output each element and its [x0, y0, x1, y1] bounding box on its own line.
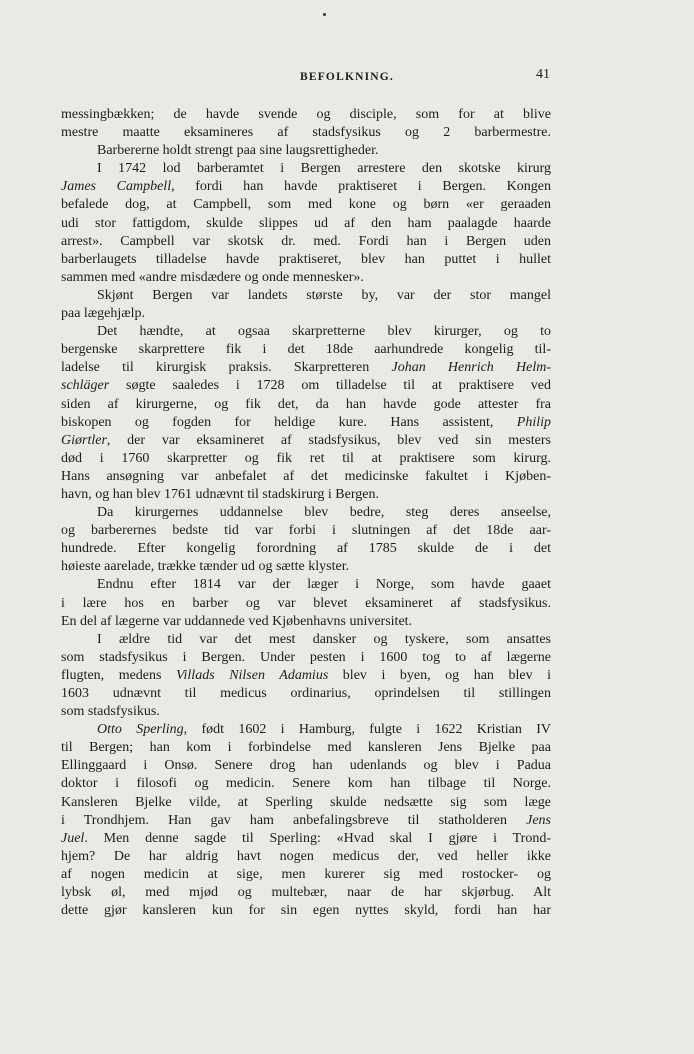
text-segment: , født 1602 i Hamburg, fulgte i 1622 Kristian IV [183, 722, 551, 738]
text-line [61, 884, 551, 902]
text-line [61, 685, 551, 703]
body-text [61, 106, 551, 920]
text-line [61, 341, 551, 359]
text-segment: Kansleren Bjelke vilde, at Sperling skulde nedsætte sig som læge [61, 794, 551, 810]
italic-name: Philip [516, 414, 551, 430]
text-segment: Det hændte, at ogsaa skarpretterne blev kirurger, og to [97, 324, 551, 340]
text-line [61, 703, 551, 721]
text-line [61, 124, 551, 142]
text-segment: messingbækken; de havde svende og disciple, som for at blive [61, 107, 551, 122]
text-segment: som stadsfysikus i Bergen. Under pesten i 1600 tog to af lægerne [61, 649, 551, 665]
text-line [61, 396, 551, 414]
text-segment: I ældre tid var det mest dansker og tyskere, som ansattes [97, 631, 551, 647]
text-line [61, 775, 551, 793]
text-segment: , der var eksamineret af stadsfysikus, blev ved sin mesters [106, 432, 551, 448]
text-segment: og barberernes bedste tid var forbi i slutningen af det 18de aar- [61, 523, 551, 539]
text-segment: 1603 udnævnt til medicus ordinarius, oprindelsen til stillingen [61, 686, 551, 701]
text-segment: . Men denne sagde til Sperling: «Hvad skal I gjøre i Trond- [84, 830, 551, 846]
text-line [61, 739, 551, 757]
italic-name: Otto Sperling [97, 722, 184, 738]
text-segment: søgte saaledes i 1728 om tilladelse til at praktisere ved [109, 378, 551, 394]
text-line [61, 359, 551, 377]
text-line [61, 160, 551, 178]
italic-name: schläger [61, 378, 110, 394]
text-segment: Barbererne holdt strengt paa sine laugsrettigheder. [97, 143, 379, 159]
text-line [61, 323, 551, 341]
running-header: BEFOLKNING. [299, 71, 395, 83]
text-segment: sammen med «andre misdædere og onde mennesker». [61, 269, 364, 285]
italic-name: Giørtler [61, 432, 107, 448]
italic-name: Jens [526, 812, 551, 828]
text-segment: blev i byen, og han blev i [328, 667, 551, 683]
text-segment: Hans ansøgning var anbefalet af det medicinske fakultet i Kjøben- [61, 468, 551, 484]
text-line [61, 522, 551, 540]
text-line [61, 178, 551, 196]
text-line [61, 142, 551, 160]
text-segment: siden af kirurgerne, og fik det, da han havde gode attester fra [61, 396, 551, 412]
text-line [61, 233, 551, 251]
text-segment: Da kirurgernes uddannelse blev bedre, steg deres anseelse, [97, 505, 551, 521]
page-number: 41 [536, 67, 550, 82]
text-line [61, 287, 551, 305]
text-line [61, 504, 551, 522]
text-line [61, 613, 551, 631]
text-segment: befalede dog, at Campbell, som med kone og børn «er geraaden [61, 197, 551, 213]
text-line [61, 269, 551, 287]
text-segment: lybsk øl, med mjød og multebær, naar de har skjørbug. Alt [61, 885, 551, 901]
text-segment: ladelse til kirurgisk praksis. Skarpretteren [61, 360, 392, 376]
text-segment: af nogen medicin at sige, men kurerer sig med rostocker- og [61, 866, 551, 882]
text-segment: som stadsfysikus. [61, 704, 160, 720]
text-segment: i Trondhjem. Han gav ham anbefalingsbreve til statholderen [61, 812, 527, 828]
text-segment: mestre maatte eksamineres af stadsfysikus og 2 barbermestre. [61, 125, 551, 141]
text-line [61, 196, 551, 214]
text-line [61, 106, 551, 124]
text-segment: Skjønt Bergen var landets største by, var der stor mangel [97, 287, 551, 303]
text-segment: barberlaugets tilladelse havde praktiseret, blev han puttet i hullet [61, 251, 551, 267]
italic-name: Johan Henrich Helm- [391, 360, 552, 376]
text-segment: arrest». Campbell var skotsk dr. med. Fordi han i Bergen uden [61, 233, 551, 249]
text-segment: flugten, medens [61, 667, 177, 683]
text-line [61, 450, 551, 468]
text-segment: Ellinggaard i Onsø. Senere drog han udenlands og blev i Padua [61, 758, 551, 774]
text-line [61, 215, 551, 233]
text-line [61, 721, 551, 739]
text-segment: paa lægehjælp. [61, 306, 145, 322]
text-line [61, 667, 551, 685]
text-line [61, 830, 551, 848]
text-segment: biskopen og fogden for heldige kure. Hans assistent, [61, 414, 517, 430]
text-line [61, 468, 551, 486]
text-line [61, 486, 551, 504]
text-line [61, 631, 551, 649]
text-line [61, 649, 551, 667]
text-line [61, 540, 551, 558]
text-segment: høieste aarelade, trække tænder ud og sætte klyster. [61, 559, 350, 575]
text-segment: I 1742 lod barberamtet i Bergen arrestere den skotske kirurg [97, 161, 551, 177]
print-speck [323, 13, 326, 16]
text-line [61, 414, 551, 432]
text-line [61, 558, 551, 576]
text-segment: havn, og han blev 1761 udnævnt til stadskirurg i Bergen. [61, 486, 379, 502]
text-line [61, 757, 551, 775]
italic-name: Juel [61, 830, 85, 846]
text-line [61, 377, 551, 395]
text-segment: Endnu efter 1814 var der læger i Norge, som havde gaaet [97, 577, 551, 593]
text-line [61, 866, 551, 884]
italic-name: Villads Nilsen Adamius [176, 667, 329, 683]
text-line [61, 794, 551, 812]
text-segment: hundrede. Efter kongelig forordning af 1785 skulde de i det [61, 541, 551, 557]
text-segment: død i 1760 skarpretter og fik ret til at praktisere som kirurg. [61, 450, 551, 466]
text-line [61, 902, 551, 920]
text-segment: bergenske skarprettere fik i det 18de aarhundrede kongelig til- [61, 342, 551, 358]
text-segment: doktor i filosofi og medicin. Senere kom han tilbage til Norge. [61, 776, 551, 792]
text-line [61, 848, 551, 866]
text-line [61, 251, 551, 269]
text-segment: En del af lægerne var uddannede ved Kjøbenhavns universitet. [61, 613, 413, 629]
text-line [61, 576, 551, 594]
italic-name: James Campbell [61, 179, 172, 195]
text-line [61, 595, 551, 613]
text-segment: udi stor fattigdom, skulde slippes ud af den ham paalagde haarde [61, 215, 551, 231]
text-segment: hjem? De har aldrig havt nogen medicus der, ved heller ikke [61, 848, 551, 864]
text-line [61, 305, 551, 323]
text-line [61, 812, 551, 830]
text-segment: til Bergen; han kom i forbindelse med kansleren Jens Bjelke paa [61, 740, 551, 756]
text-line [61, 432, 551, 450]
text-segment: i lære hos en barber og var blevet eksamineret af stadsfysikus. [61, 595, 551, 611]
text-segment: dette gjør kansleren kun for sin egen nyttes skyld, fordi han har [61, 903, 551, 919]
text-segment: , fordi han havde praktiseret i Bergen. Kongen [171, 179, 552, 195]
